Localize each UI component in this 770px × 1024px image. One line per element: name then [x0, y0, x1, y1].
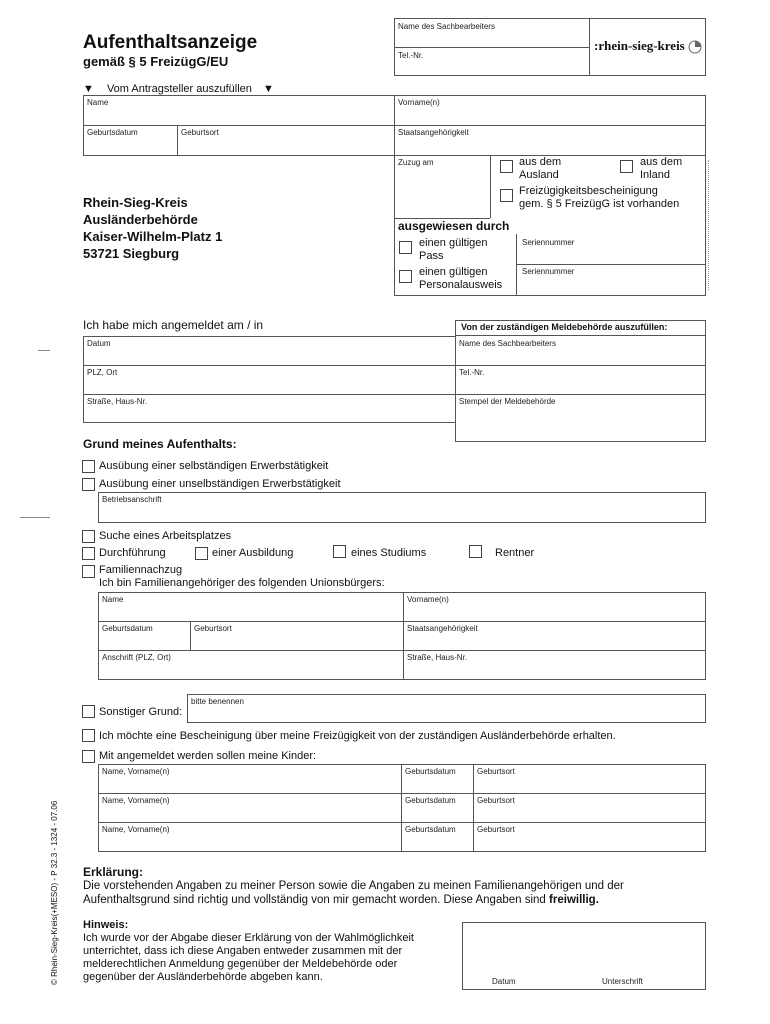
ausweis-label-2: Personalausweis: [419, 279, 503, 291]
f-name-field[interactable]: Name: [102, 595, 124, 604]
hinweis-line-1: Ich wurde vor der Abgabe dieser Erklärung von der Wahlmöglichkeit: [83, 932, 414, 944]
address-line-2: Ausländerbehörde: [83, 212, 198, 227]
pass-label-2: Pass: [419, 250, 444, 262]
registration-heading: Ich habe mich angemeldet am / in: [83, 318, 264, 332]
k3-geburtsdatum-field[interactable]: Geburtsdatum: [405, 825, 456, 834]
logo-circle-icon: [688, 40, 702, 54]
f-geburtsdatum-field[interactable]: Geburtsdatum: [102, 624, 153, 633]
triangle-down-icon: ▼: [83, 83, 94, 95]
suche-checkbox[interactable]: [82, 530, 95, 543]
form-title: Aufenthaltsanzeige: [83, 32, 258, 53]
section-title-applicant: ▼ Vom Antragsteller auszufüllen ▼: [83, 83, 274, 95]
hinweis-heading: Hinweis:: [83, 919, 129, 931]
name-field[interactable]: Name: [87, 98, 109, 107]
ausbildung-checkbox[interactable]: [195, 547, 208, 560]
bescheinigung-label: Ich möchte eine Bescheinigung über meine Freizügigkeit von der zuständigen Ausländerbehörde erhalten.: [99, 730, 616, 742]
betriebsanschrift-label: Betriebsanschrift: [102, 495, 162, 504]
brand-logo: :rhein-sieg-kreis: [594, 38, 685, 53]
inland-label-1: aus dem: [640, 156, 683, 168]
hinweis-line-4: gegenüber der Ausländerbehörde abgeben kann.: [83, 971, 323, 983]
unselbst-checkbox[interactable]: [82, 478, 95, 491]
ausland-label-2: Ausland: [519, 169, 559, 181]
reg-plz-field[interactable]: PLZ, Ort: [87, 368, 118, 377]
reg-datum-field[interactable]: Datum: [87, 339, 111, 348]
form-subtitle: gemäß § 5 FreizügG/EU: [83, 54, 229, 69]
tel-label: Tel.-Nr.: [398, 51, 424, 60]
f-anschrift-field[interactable]: Anschrift (PLZ, Ort): [102, 653, 171, 662]
pass-checkbox[interactable]: [399, 241, 412, 254]
registration-table: [83, 336, 456, 423]
ausgewiesen-heading: ausgewiesen durch: [398, 219, 510, 233]
sonstiger-label: Sonstiger Grund:: [99, 706, 183, 718]
erklaerung-heading: Erklärung:: [83, 865, 144, 879]
erklaerung-line-1: Die vorstehenden Angaben zu meiner Person sowie die Angaben zu meinen Familienangehörigen und der: [83, 880, 624, 892]
studium-label: eines Studiums: [351, 547, 427, 559]
kinder-label: Mit angemeldet werden sollen meine Kinder:: [99, 750, 317, 762]
f-staat-field[interactable]: Staatsangehörigkeit: [407, 624, 478, 633]
dotted-edge: [708, 160, 709, 290]
zuzug-am-field[interactable]: Zuzug am: [398, 158, 434, 167]
signature-unterschrift-label: Unterschrift: [602, 977, 643, 986]
ausland-checkbox[interactable]: [500, 160, 513, 173]
signature-datum-label: Datum: [492, 977, 516, 986]
triangle-down-icon: ▼: [262, 83, 274, 95]
familie-text: Ich bin Familienangehöriger des folgenden Unionsbürgers:: [99, 577, 385, 589]
k2-geburtsort-field[interactable]: Geburtsort: [477, 796, 515, 805]
inland-checkbox[interactable]: [620, 160, 633, 173]
erklaerung-line-2: Aufenthaltsgrund sind richtig und vollständig von mir gemacht worden. Diese Angaben sind freiwillig.: [83, 894, 599, 906]
inland-label-2: Inland: [640, 169, 670, 181]
studium-checkbox[interactable]: [333, 545, 346, 558]
durchfuehrung-checkbox[interactable]: [82, 547, 95, 560]
k1-geburtsort-field[interactable]: Geburtsort: [477, 767, 515, 776]
footer-side-text: © Rhein-Sieg-Kreis(+MESO) - P 32.3 - 1324 - 07.06: [50, 800, 59, 985]
sachbearbeiter-label: Name des Sachbearbeiters: [398, 22, 495, 31]
bitte-benennen-label: bitte benennen: [191, 697, 244, 706]
freizuegigkeit-checkbox[interactable]: [500, 189, 513, 202]
fold-mark: [38, 350, 50, 351]
sonstiger-checkbox[interactable]: [82, 705, 95, 718]
selbst-checkbox[interactable]: [82, 460, 95, 473]
rentner-label: Rentner: [495, 547, 535, 559]
k3-geburtsort-field[interactable]: Geburtsort: [477, 825, 515, 834]
familiennachzug-checkbox[interactable]: [82, 565, 95, 578]
k1-name-field[interactable]: Name, Vorname(n): [102, 767, 170, 776]
familiennachzug-label: Familiennachzug: [99, 564, 183, 576]
ausweis-label-1: einen gültigen: [419, 266, 488, 278]
ausland-label-1: aus dem: [519, 156, 562, 168]
hinweis-line-2: unterrichtet, dass ich diese Angaben entweder zusammen mit der: [83, 945, 403, 957]
reg-strasse-field[interactable]: Straße, Haus-Nr.: [87, 397, 148, 406]
k2-name-field[interactable]: Name, Vorname(n): [102, 796, 170, 805]
address-line-3: Kaiser-Wilhelm-Platz 1: [83, 229, 223, 244]
k1-geburtsdatum-field[interactable]: Geburtsdatum: [405, 767, 456, 776]
f-strasse-field[interactable]: Straße, Haus-Nr.: [407, 653, 468, 662]
f-vorname-field[interactable]: Vorname(n): [407, 595, 449, 604]
freizuegigkeit-label-1: Freizügigkeitsbescheinigung: [519, 185, 658, 197]
kinder-table: [98, 764, 706, 852]
durchfuehrung-label: Durchführung: [99, 547, 166, 559]
sonstiger-field[interactable]: [187, 694, 706, 723]
freizuegigkeit-label-2: gem. § 5 FreizügG ist vorhanden: [519, 198, 680, 210]
bescheinigung-checkbox[interactable]: [82, 729, 95, 742]
kinder-checkbox[interactable]: [82, 750, 95, 763]
rentner-checkbox[interactable]: [469, 545, 482, 558]
betriebsanschrift-box[interactable]: [98, 492, 706, 523]
melde-name-field[interactable]: Name des Sachbearbeiters: [459, 339, 556, 348]
melde-stempel-field[interactable]: Stempel der Meldebehörde: [459, 397, 556, 406]
melde-tel-field[interactable]: Tel.-Nr.: [459, 368, 485, 377]
staatsangehoerigkeit-field[interactable]: Staatsangehörigkeit: [398, 128, 469, 137]
hinweis-line-3: melderechtlichen Anmeldung gegenüber der Meldebehörde oder: [83, 958, 398, 970]
punch-mark: [20, 517, 50, 518]
suche-label: Suche eines Arbeitsplatzes: [99, 530, 232, 542]
k3-name-field[interactable]: Name, Vorname(n): [102, 825, 170, 834]
grund-heading: Grund meines Aufenthalts:: [83, 437, 237, 451]
ausweis-seriennummer-field[interactable]: Seriennummer: [522, 267, 575, 276]
address-line-1: Rhein-Sieg-Kreis: [83, 195, 188, 210]
geburtsdatum-field[interactable]: Geburtsdatum: [87, 128, 138, 137]
melde-heading: Von der zuständigen Meldebehörde auszufüllen:: [461, 322, 668, 332]
selbst-label: Ausübung einer selbständigen Erwerbstätigkeit: [99, 460, 329, 472]
pass-seriennummer-field[interactable]: Seriennummer: [522, 238, 575, 247]
f-geburtsort-field[interactable]: Geburtsort: [194, 624, 232, 633]
vorname-field[interactable]: Vorname(n): [398, 98, 440, 107]
unselbst-label: Ausübung einer unselbständigen Erwerbstätigkeit: [99, 478, 341, 490]
pass-label-1: einen gültigen: [419, 237, 488, 249]
k2-geburtsdatum-field[interactable]: Geburtsdatum: [405, 796, 456, 805]
ausbildung-label: einer Ausbildung: [212, 547, 294, 559]
geburtsort-field[interactable]: Geburtsort: [181, 128, 219, 137]
address-line-4: 53721 Siegburg: [83, 246, 180, 261]
ausweis-checkbox[interactable]: [399, 270, 412, 283]
